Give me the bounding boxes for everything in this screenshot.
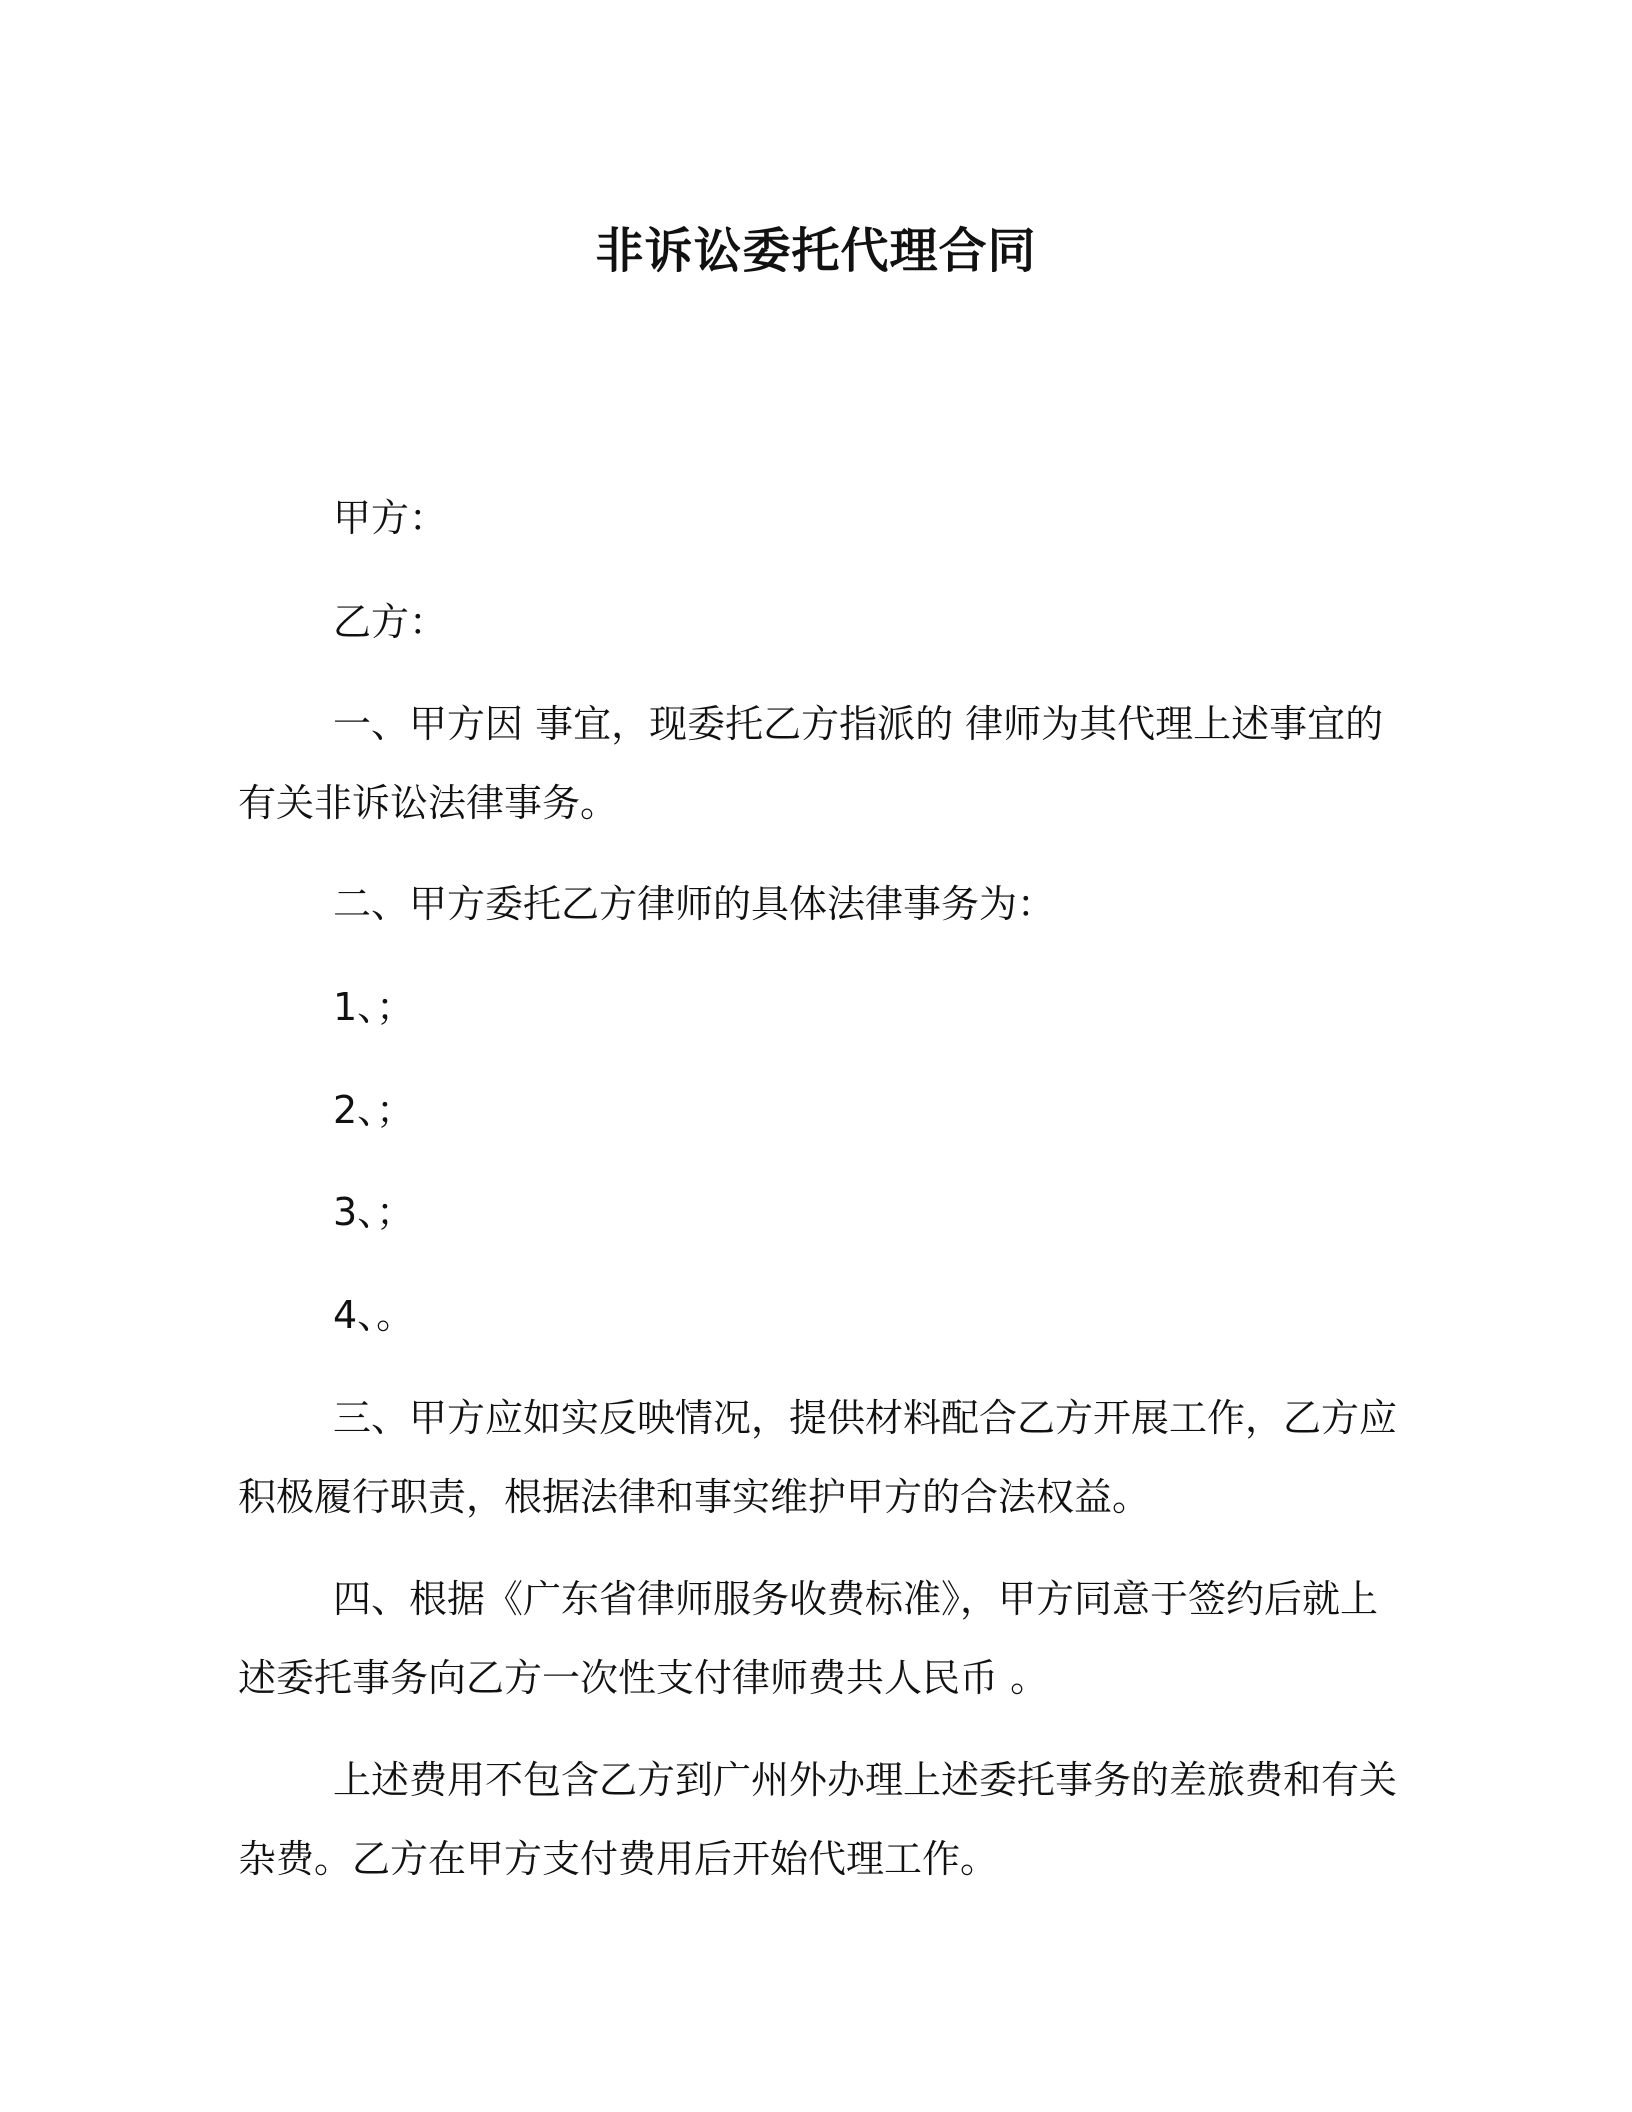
- clause-2-item: 3、；: [333, 1190, 415, 1234]
- document-title: 非诉讼委托代理合同: [595, 223, 1037, 279]
- party-a-label: 甲方：: [333, 496, 448, 540]
- party-b-label: 乙方：: [333, 600, 448, 644]
- fee-note-line-2: 杂费。乙方在甲方支付费用后开始代理工作。: [238, 1837, 999, 1881]
- clause-2-item: 2、；: [333, 1088, 415, 1132]
- clause-3-line-2: 积极履行职责，根据法律和事实维护甲方的合法权益。: [238, 1475, 1151, 1519]
- clause-1-line-1: 一、甲方因 事宜，现委托乙方指派的 律师为其代理上述事宜的: [333, 702, 1384, 746]
- clause-4-line-1: 四、根据《广东省律师服务收费标准》，甲方同意于签约后就上: [333, 1577, 1379, 1621]
- clause-4-line-2: 述委托事务向乙方一次性支付律师费共人民币 。: [238, 1656, 1049, 1700]
- clause-3-line-1: 三、甲方应如实反映情况，提供材料配合乙方开展工作，乙方应: [333, 1396, 1398, 1440]
- clause-2-heading: 二、甲方委托乙方律师的具体法律事务为：: [333, 882, 1056, 926]
- clause-1-line-2: 有关非诉讼法律事务。: [238, 781, 619, 825]
- clause-2-item: 1、；: [333, 985, 415, 1029]
- fee-note-line-1: 上述费用不包含乙方到广州外办理上述委托事务的差旅费和有关: [333, 1758, 1398, 1802]
- clause-2-item: 4、。: [333, 1293, 415, 1337]
